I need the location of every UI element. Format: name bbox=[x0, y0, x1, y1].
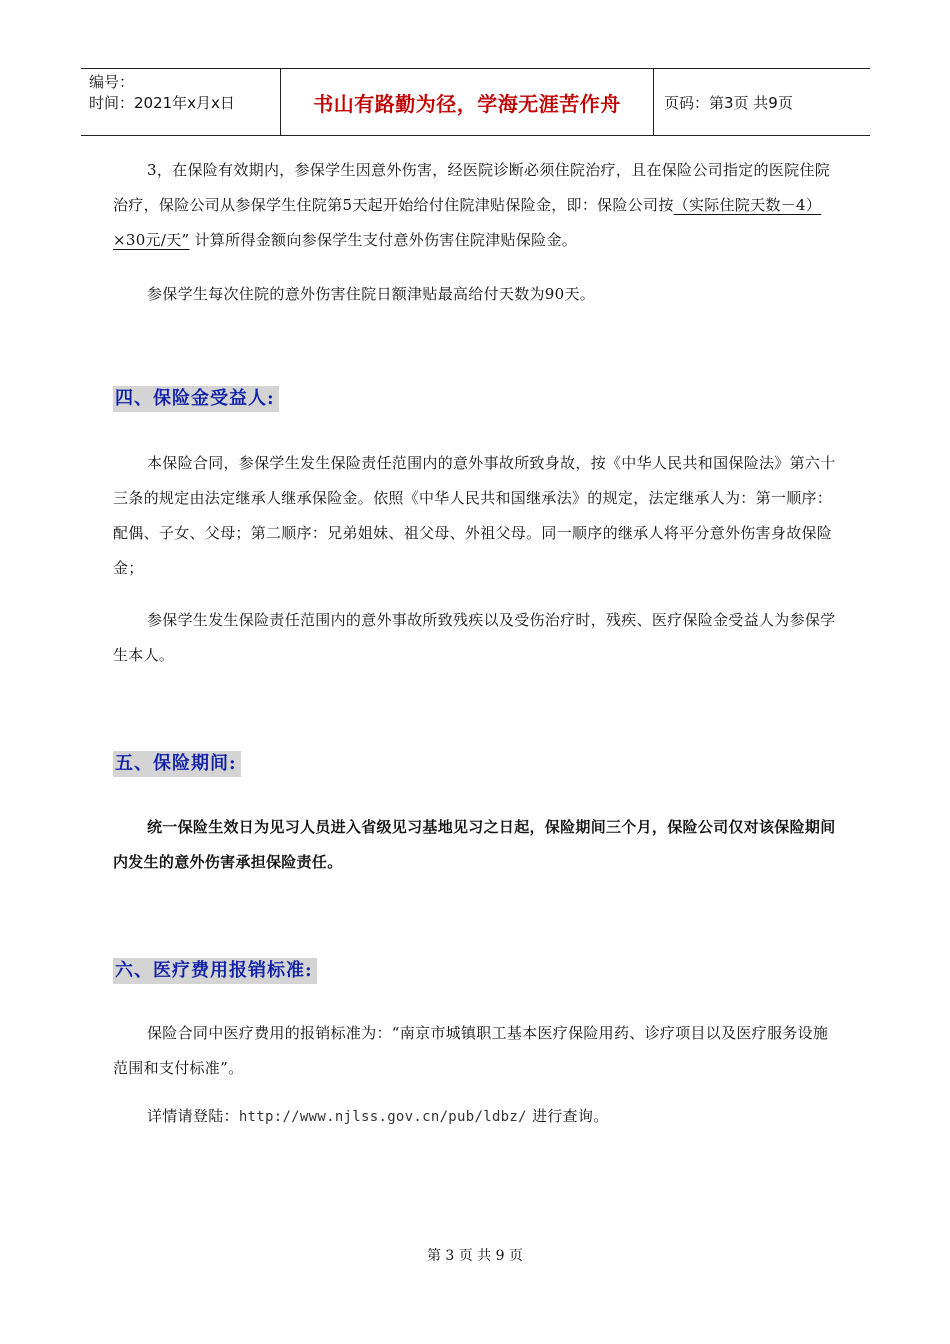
hospital-max-days-paragraph: 参保学生每次住院的意外伤害住院日额津贴最高给付天数为90天。 bbox=[147, 285, 596, 303]
details-prefix: 详情请登陆： bbox=[147, 1107, 239, 1125]
hospital-formula: （实际住院天数－4）×30元/天” bbox=[113, 196, 822, 249]
hospital-allowance-paragraph bbox=[113, 153, 837, 258]
header-time: 时间：2021年x月x日 bbox=[89, 94, 235, 112]
hospital-text-a: 3，在保险有效期内，参保学生因意外伤害，经医院诊断必须住院治疗，且在保险公司指定的医院住院治疗，保险公司从参保学生住院第5天起开始给付住院津贴保险金，即：保险公司按 bbox=[113, 161, 831, 214]
header-meta bbox=[81, 69, 281, 135]
beneficiary-disability-paragraph: 参保学生发生保险责任范围内的意外事故所致残疾以及受伤治疗时，残疾、医疗保险金受益人为参保学生本人。 bbox=[113, 611, 836, 664]
section-heading-medical: 六、医疗费用报销标准: bbox=[113, 958, 317, 984]
details-suffix: 进行查询。 bbox=[526, 1107, 609, 1125]
page-footer bbox=[0, 1245, 950, 1265]
medical-details-paragraph bbox=[113, 1099, 837, 1135]
header-number: 编号： bbox=[89, 73, 135, 91]
details-link[interactable]: http://www.njlss.gov.cn/pub/ldbz/ bbox=[238, 1109, 527, 1125]
beneficiary-death-paragraph: 本保险合同，参保学生发生保险责任范围内的意外事故所致身故，按《中华人民共和国保险法》第六十三条的规定由法定继承人继承保险金。依照《中华人民共和国继承法》的规定，法定继承人为：第一顺序：配偶、子女、父母；第二顺序：兄弟姐妹、祖父母、外祖父母。同一顺序的继承人将平分意外伤害身故保险金； bbox=[113, 454, 836, 577]
page-header bbox=[81, 68, 870, 136]
section-heading-beneficiary: 四、保险金受益人: bbox=[113, 386, 279, 412]
footer-page-number: 第 3 页 共 9 页 bbox=[426, 1248, 524, 1264]
header-motto: 书山有路勤为径，学海无涯苦作舟 bbox=[281, 69, 654, 135]
header-page-number: 页码：第3页 共9页 bbox=[664, 93, 793, 112]
hospital-text-b: 计算所得金额向参保学生支付意外伤害住院津贴保险金。 bbox=[189, 231, 578, 249]
period-paragraph: 统一保险生效日为见习人员进入省级见习基地见习之日起，保险期间三个月，保险公司仅对该保险期间内发生的意外伤害承担保险责任。 bbox=[113, 818, 836, 871]
section-heading-period: 五、保险期间: bbox=[113, 751, 241, 777]
medical-standard-paragraph: 保险合同中医疗费用的报销标准为：“南京市城镇职工基本医疗保险用药、诊疗项目以及医疗服务设施范围和支付标准”。 bbox=[113, 1024, 829, 1077]
